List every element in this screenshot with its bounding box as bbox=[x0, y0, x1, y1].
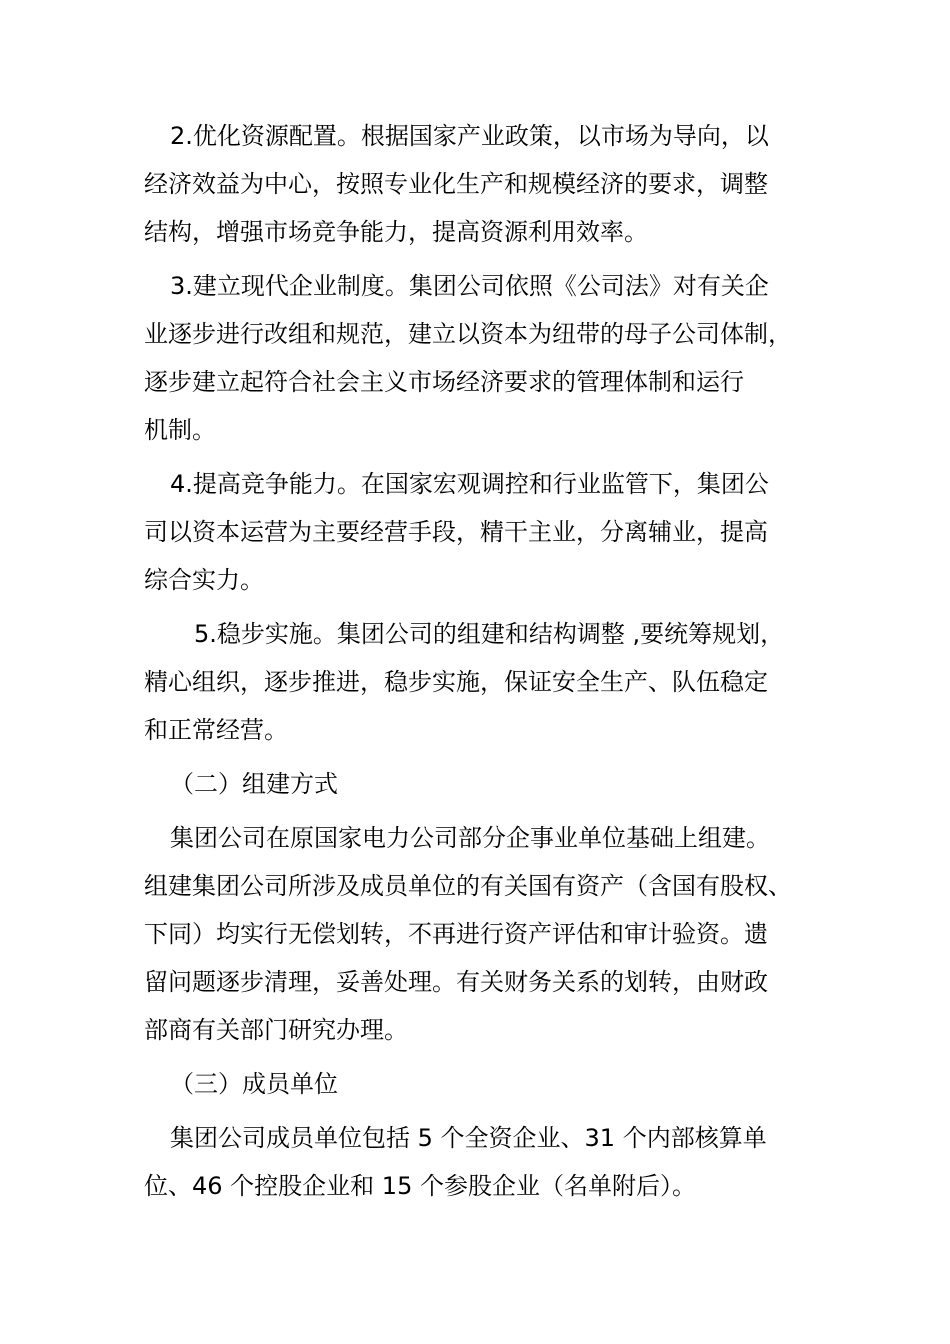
text-line: 3.建立现代企业制度。集团公司依照《公司法》对有关企 bbox=[170, 272, 769, 300]
text-line: 留问题逐步清理，妥善处理。有关财务关系的划转，由财政 bbox=[144, 968, 768, 996]
paragraph-competitiveness bbox=[144, 460, 810, 604]
text-line: 机制。 bbox=[144, 416, 216, 444]
text-line: 结构，增强市场竞争能力，提高资源利用效率。 bbox=[144, 218, 648, 246]
text-line: 综合实力。 bbox=[144, 566, 264, 594]
text-line: 和正常经营。 bbox=[144, 716, 288, 744]
text-line: 位、46 个控股企业和 15 个参股企业（名单附后）。 bbox=[144, 1172, 696, 1200]
text-line: 4.提高竞争能力。在国家宏观调控和行业监管下，集团公 bbox=[170, 470, 769, 498]
section-heading: （二）组建方式 bbox=[170, 770, 338, 798]
text-line: 集团公司成员单位包括 5 个全资企业、31 个内部核算单 bbox=[170, 1124, 767, 1152]
text-line: 逐步建立起符合社会主义市场经济要求的管理体制和运行 bbox=[144, 368, 744, 396]
text-line: 5.稳步实施。集团公司的组建和结构调整 ,要统筹规划， bbox=[194, 620, 785, 648]
paragraph-steady-implementation bbox=[144, 610, 810, 754]
paragraph-member-units bbox=[144, 1114, 810, 1210]
section-heading-formation-method bbox=[144, 760, 810, 808]
document-body bbox=[144, 112, 810, 1210]
text-line: 司以资本运营为主要经营手段，精干主业，分离辅业，提高 bbox=[144, 518, 768, 546]
text-line: 精心组织，逐步推进，稳步实施，保证安全生产、队伍稳定 bbox=[144, 668, 768, 696]
text-line: 部商有关部门研究办理。 bbox=[144, 1016, 408, 1044]
paragraph-optimize-resources bbox=[144, 112, 810, 256]
text-line: 集团公司在原国家电力公司部分企事业单位基础上组建。 bbox=[170, 824, 770, 852]
section-heading-member-units bbox=[144, 1060, 810, 1108]
paragraph-modern-enterprise-system bbox=[144, 262, 810, 454]
paragraph-formation-method bbox=[144, 814, 810, 1054]
text-line: 组建集团公司所涉及成员单位的有关国有资产（含国有股权、 bbox=[144, 872, 792, 900]
section-heading: （三）成员单位 bbox=[170, 1070, 338, 1098]
text-line: 2.优化资源配置。根据国家产业政策，以市场为导向，以 bbox=[170, 122, 769, 150]
text-line: 业逐步进行改组和规范，建立以资本为纽带的母子公司体制， bbox=[144, 320, 792, 348]
text-line: 经济效益为中心，按照专业化生产和规模经济的要求，调整 bbox=[144, 170, 768, 198]
text-line: 下同）均实行无偿划转，不再进行资产评估和审计验资。遗 bbox=[144, 920, 768, 948]
